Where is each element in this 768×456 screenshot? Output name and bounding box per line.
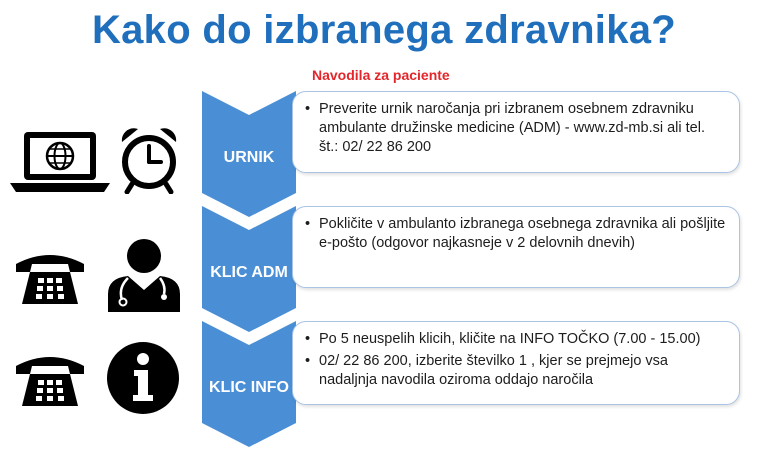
step-label: KLIC INFO bbox=[209, 379, 289, 396]
telephone-icon bbox=[14, 250, 86, 306]
bullet-text: Po 5 neuspelih klicih, kličite na INFO TOČKO (7.00 - 15.00) bbox=[319, 331, 701, 347]
list-item: • Pokličite v ambulanto izbranega osebnega zdravnika ali pošljite e-pošto (odgovor najkasneje v 2 delovnih dnevih) bbox=[305, 216, 726, 251]
page-title: Kako do izbranega zdravnika? bbox=[91, 8, 677, 52]
step-label: URNIK bbox=[223, 149, 275, 166]
step-box-klic-adm bbox=[292, 206, 740, 288]
telephone-icon bbox=[14, 352, 86, 408]
page-subtitle: Navodila za paciente bbox=[312, 67, 450, 83]
laptop-globe-icon bbox=[10, 130, 110, 194]
bullet-text: Pokličite v ambulanto izbranega osebnega zdravnika ali pošljite e-pošto (odgovor najkasneje v 2 delovnih dnevih) bbox=[319, 216, 726, 251]
bullet-text: 02/ 22 86 200, izberite številko 1 , kjer se prejmejo vsa nadaljnja navodila oziroma oddajo naročila bbox=[319, 353, 668, 388]
chevron-step-klic-info bbox=[202, 321, 296, 447]
step-label: KLIC ADM bbox=[210, 264, 288, 281]
bullet-text: Preverite urnik naročanja pri izbranem osebnem zdravniku ambulante družinske medicine (ADM) - www.zd-mb.si ali tel. št.: 02/ 22 86 200 bbox=[319, 101, 705, 155]
list-item: • Po 5 neuspelih klicih, kličite na INFO TOČKO (7.00 - 15.00) bbox=[305, 331, 701, 347]
info-icon bbox=[106, 341, 180, 415]
chevron-step-urnik bbox=[202, 91, 296, 217]
chevron-step-klic-adm bbox=[202, 206, 296, 332]
list-item: • 02/ 22 86 200, izberite številko 1 , kjer se prejmejo vsa nadaljnja navodila oziroma oddajo naročila bbox=[305, 352, 727, 390]
step-box-klic-info bbox=[292, 321, 740, 405]
alarm-clock-icon bbox=[118, 126, 180, 194]
list-item: • Preverite urnik naročanja pri izbranem osebnem zdravniku ambulante družinske medicine (ADM) - www.zd-mb.si ali tel. št.: 02/ 22 86 200 bbox=[305, 100, 727, 157]
doctor-icon bbox=[104, 236, 184, 312]
step-box-urnik bbox=[292, 91, 740, 173]
